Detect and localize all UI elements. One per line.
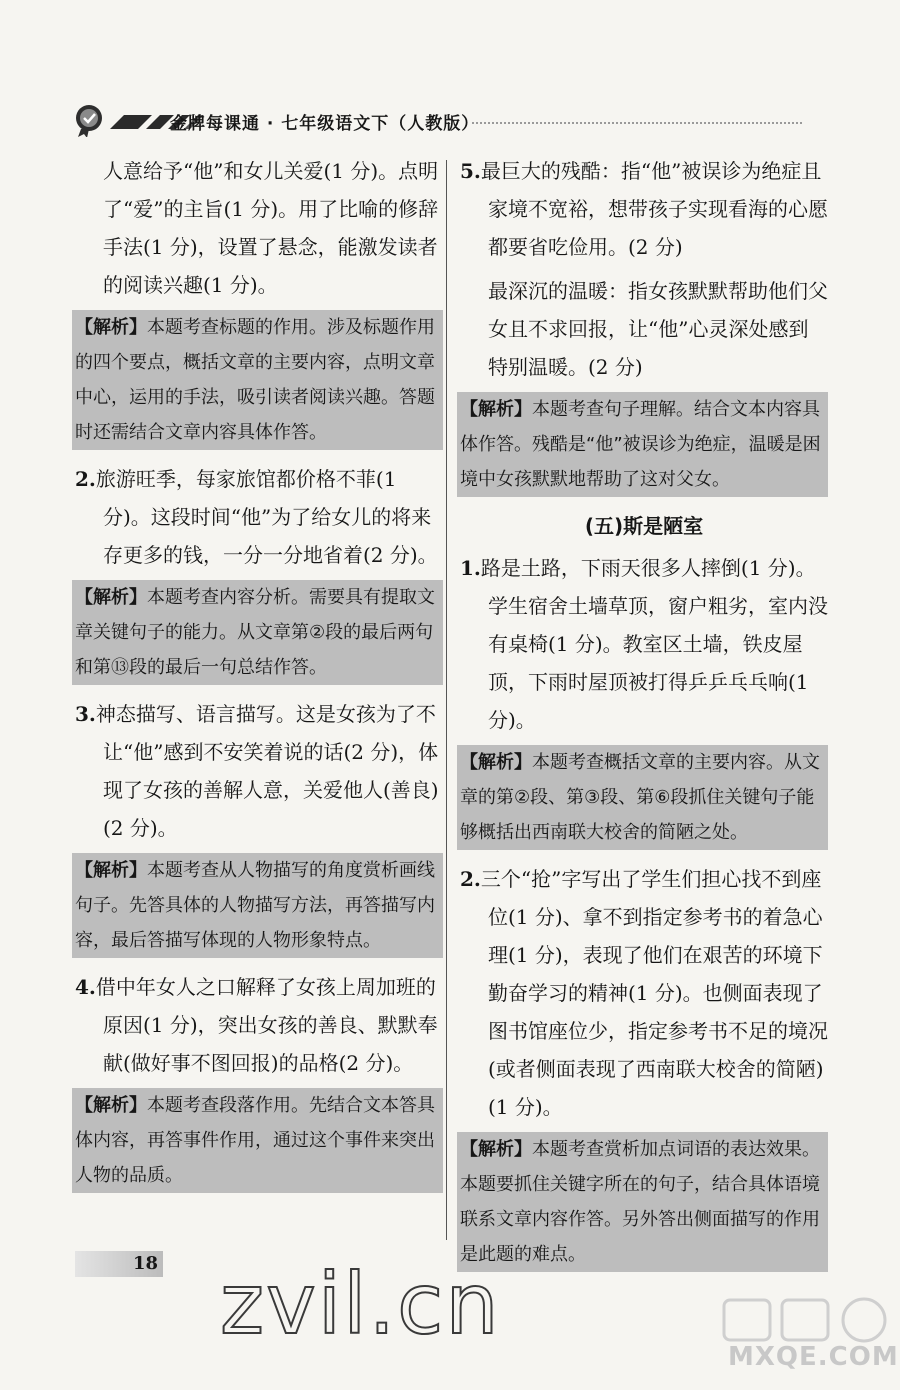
analysis-note-1 [72, 310, 443, 450]
analysis-note-2 [72, 580, 443, 685]
analysis-note-5 [457, 392, 828, 497]
question-number: 1. [460, 556, 481, 580]
question-number: 5. [460, 159, 481, 183]
header-dotted-rule [472, 122, 802, 124]
analysis-text: 本题考查段落作用。先结合文本答具体内容，再答事件作用，通过这个事件来突出人物的品质。 [75, 1095, 435, 1186]
header-title: 金牌每课通 · 七年级语文下（人教版） [170, 114, 480, 134]
answer-2 [75, 460, 443, 574]
answer-text: 三个“抢”字写出了学生们担心找不到座位(1 分)、拿不到指定参考书的着急心理(1 分)，表现了他们在艰苦的环境下勤奋学习的精神(1 分)。也侧面表现了图书馆座位少，指定参考书不足的境况(或者侧面表现了西南联大校舍的简陋)(1 分)。 [480, 867, 828, 1119]
analysis-tag: 【解析】 [75, 587, 147, 608]
section-title: (五)斯是陋室 [584, 514, 704, 538]
analysis-note-3 [72, 853, 443, 958]
page-header [72, 103, 832, 143]
analysis-text: 本题考查标题的作用。涉及标题作用的四个要点，概括文章的主要内容，点明文章中心，运用的手法，吸引读者阅读兴趣。答题时还需结合文章内容具体作答。 [75, 317, 435, 443]
left-column [75, 152, 443, 1203]
answer-text: 旅游旺季，每家旅馆都价格不菲(1 分)。这段时间“他”为了给女儿的将来存更多的钱，一分一分地省着(2 分)。 [95, 467, 438, 567]
answer-text: 最巨大的残酷：指“他”被误诊为绝症且家境不宽裕，想带孩子实现看海的心愿都要省吃俭用。(2 分) [480, 159, 828, 259]
question-number: 3. [75, 702, 96, 726]
analysis-tag: 【解析】 [75, 860, 147, 881]
analysis-text: 本题考查句子理解。结合文本内容具体作答。残酷是“他”被误诊为绝症，温暖是困境中女孩默默地帮助了这对父女。 [460, 399, 821, 490]
page-number: 18 [133, 1253, 159, 1274]
answer-3 [75, 695, 443, 847]
analysis-text: 本题考查赏析加点词语的表达效果。本题要抓住关键字所在的句子，结合具体语境联系文章内容作答。另外答出侧面描写的作用是此题的难点。 [460, 1139, 820, 1265]
question-number: 2. [75, 467, 96, 491]
answer-text: 神态描写、语言描写。这是女孩为了不让“他”感到不安笑着说的话(2 分)，体现了女孩的善解人意，关爱他人(善良)(2 分)。 [95, 702, 439, 840]
analysis-tag: 【解析】 [75, 317, 147, 338]
answer-1-continued: 人意给予“他”和女儿关爱(1 分)。点明了“爱”的主旨(1 分)。用了比喻的修辞手法(1 分)，设置了悬念，能激发读者的阅读兴趣(1 分)。 [103, 159, 439, 297]
answer-4 [75, 968, 443, 1082]
watermark-text: zvil.cn [220, 1255, 501, 1353]
analysis-text: 本题考查从人物描写的角度赏析画线句子。先答具体的人物描写方法，再答描写内容，最后答描写体现的人物形象特点。 [75, 860, 435, 951]
answer-text: 路是土路，下雨天很多人摔倒(1 分)。学生宿舍土墙草顶，窗户粗劣，室内没有桌椅(1 分)。教室区土墙，铁皮屋顶，下雨时屋顶被打得乒乒乓乓响(1 分)。 [480, 556, 828, 732]
analysis-tag: 【解析】 [460, 752, 532, 773]
answer-5 [460, 152, 828, 266]
section-answer-1 [460, 549, 828, 739]
answer-text: 借中年女人之口解释了女孩上周加班的原因(1 分)，突出女孩的善良、默默奉献(做好事不图回报)的品格(2 分)。 [95, 975, 438, 1075]
analysis-note-4 [72, 1088, 443, 1193]
watermark-logo-icon [722, 1296, 892, 1344]
watermark-site: MXQE.COM [728, 1342, 899, 1372]
analysis-tag: 【解析】 [460, 1139, 532, 1160]
section-answer-2 [460, 860, 828, 1126]
analysis-text: 本题考查概括文章的主要内容。从文章的第②段、第③段、第⑥段抓住关键句子能够概括出西南联大校舍的简陋之处。 [460, 752, 820, 843]
award-badge-icon [72, 103, 106, 137]
column-divider [446, 160, 447, 1240]
section-analysis-note-2 [457, 1132, 828, 1272]
answer-5-continued: 最深沉的温暖：指女孩默默帮助他们父女且不求回报，让“他”心灵深处感到特别温暖。(2 分) [488, 279, 828, 379]
question-number: 4. [75, 975, 96, 999]
question-number: 2. [460, 867, 481, 891]
analysis-text: 本题考查内容分析。需要具有提取文章关键句子的能力。从文章第②段的最后两句和第⑬段的最后一句总结作答。 [75, 587, 435, 678]
right-column [460, 152, 828, 1282]
section-analysis-note-1 [457, 745, 828, 850]
analysis-tag: 【解析】 [75, 1095, 147, 1116]
page-number-box [75, 1251, 163, 1277]
analysis-tag: 【解析】 [460, 399, 532, 420]
